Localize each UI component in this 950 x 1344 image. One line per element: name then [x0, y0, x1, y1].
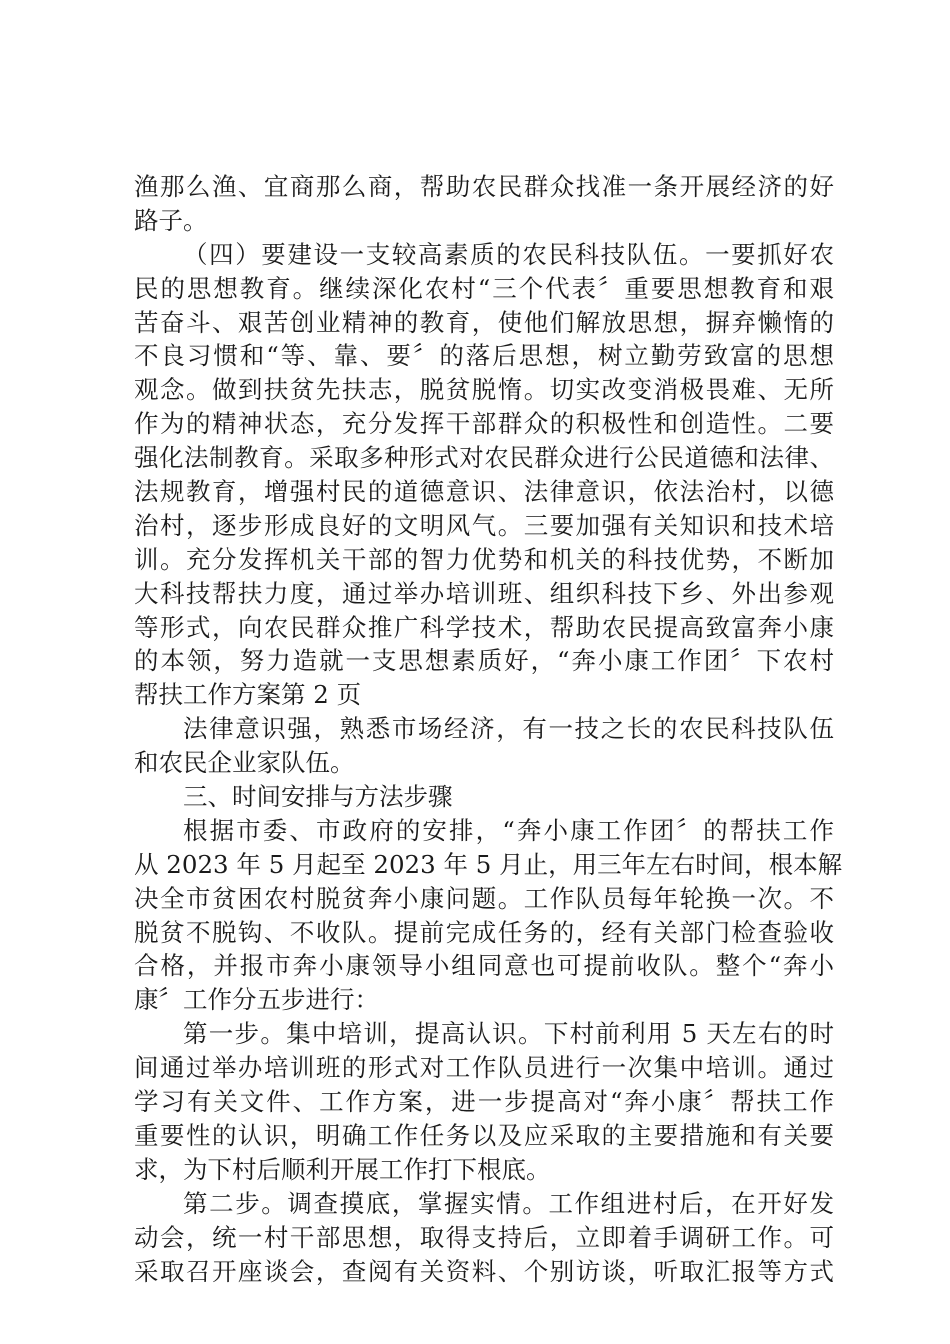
text-line: 不良习惯和“等、靠、要〞的落后思想，树立勤劳致富的思想 [134, 341, 834, 371]
text-line: 苦奋斗、艰苦创业精神的教育，使他们解放思想，摒弃懒惰的 [134, 307, 834, 337]
text-line: 学习有关文件、工作方案，进一步提高对“奔小康〞帮扶工作 [134, 1087, 834, 1117]
text-line: 三、时间安排与方法步骤 [183, 782, 453, 812]
text-line: 渔那么渔、宜商那么商，帮助农民群众找准一条开展经济的好 [134, 172, 834, 201]
text-line: 民的思想教育。继续深化农村“三个代表〞重要思想教育和艰 [134, 273, 834, 303]
text-line: 等形式，向农民群众推广科学技术，帮助农民提高致富奔小康 [134, 612, 834, 642]
text-line: 合格，并报市奔小康领导小组同意也可提前收队。整个“奔小 [134, 951, 834, 981]
text-line: 求，为下村后顺利开展工作打下根底。 [134, 1154, 551, 1184]
text-line: 路子。 [134, 205, 208, 235]
text-line: （四）要建设一支较高素质的农民科技队伍。一要抓好农 [183, 239, 834, 269]
text-line: 观念。做到扶贫先扶志，脱贫脱惰。切实改变消极畏难、无所 [134, 375, 834, 405]
text-line: 大科技帮扶力度，通过举办培训班、组织科技下乡、外出参观 [134, 578, 834, 608]
text-line: 第一步。集中培训，提高认识。下村前利用 5 天左右的时 [183, 1019, 834, 1049]
text-line: 根据市委、市政府的安排，“奔小康工作团〞的帮扶工作 [183, 815, 834, 845]
text-line: 作为的精神状态，充分发挥干部群众的积极性和创造性。二要 [134, 409, 834, 439]
text-line: 法律意识强，熟悉市场经济，有一技之长的农民科技队伍 [183, 714, 834, 744]
text-line: 法规教育，增强村民的道德意识、法律意识，依法治村，以德 [134, 477, 834, 507]
text-line: 间通过举办培训班的形式对工作队员进行一次集中培训。通过 [134, 1053, 834, 1083]
text-line: 动会，统一村干部思想，取得支持后，立即着手调研工作。可 [134, 1222, 834, 1252]
text-line: 第二步。调查摸底，掌握实情。工作组进村后，在开好发 [183, 1188, 834, 1218]
text-line: 训。充分发挥机关干部的智力优势和机关的科技优势，不断加 [134, 544, 834, 574]
text-line: 强化法制教育。采取多种形式对农民群众进行公民道德和法律、 [134, 443, 834, 473]
document-page [134, 170, 843, 1288]
text-line: 康〞工作分五步进行： [134, 985, 379, 1015]
text-line: 和农民企业家队伍。 [134, 748, 355, 778]
text-line: 脱贫不脱钩、不收队。提前完成任务的，经有关部门检查验收 [134, 917, 834, 947]
text-line: 重要性的认识，明确工作任务以及应采取的主要措施和有关要 [134, 1120, 834, 1150]
text-line: 从 2023 年 5 月起至 2023 年 5 月止，用三年左右时间，根本解 [134, 849, 843, 879]
text-line: 采取召开座谈会，查阅有关资料、个别访谈，听取汇报等方式 [134, 1256, 834, 1286]
text-line: 帮扶工作方案第 2 页 [134, 680, 362, 710]
text-line: 决全市贫困农村脱贫奔小康问题。工作队员每年轮换一次。不 [134, 883, 834, 913]
text-line: 的本领，努力造就一支思想素质好，“奔小康工作团〞下农村 [134, 646, 834, 676]
text-line: 治村，逐步形成良好的文明风气。三要加强有关知识和技术培 [134, 510, 834, 540]
